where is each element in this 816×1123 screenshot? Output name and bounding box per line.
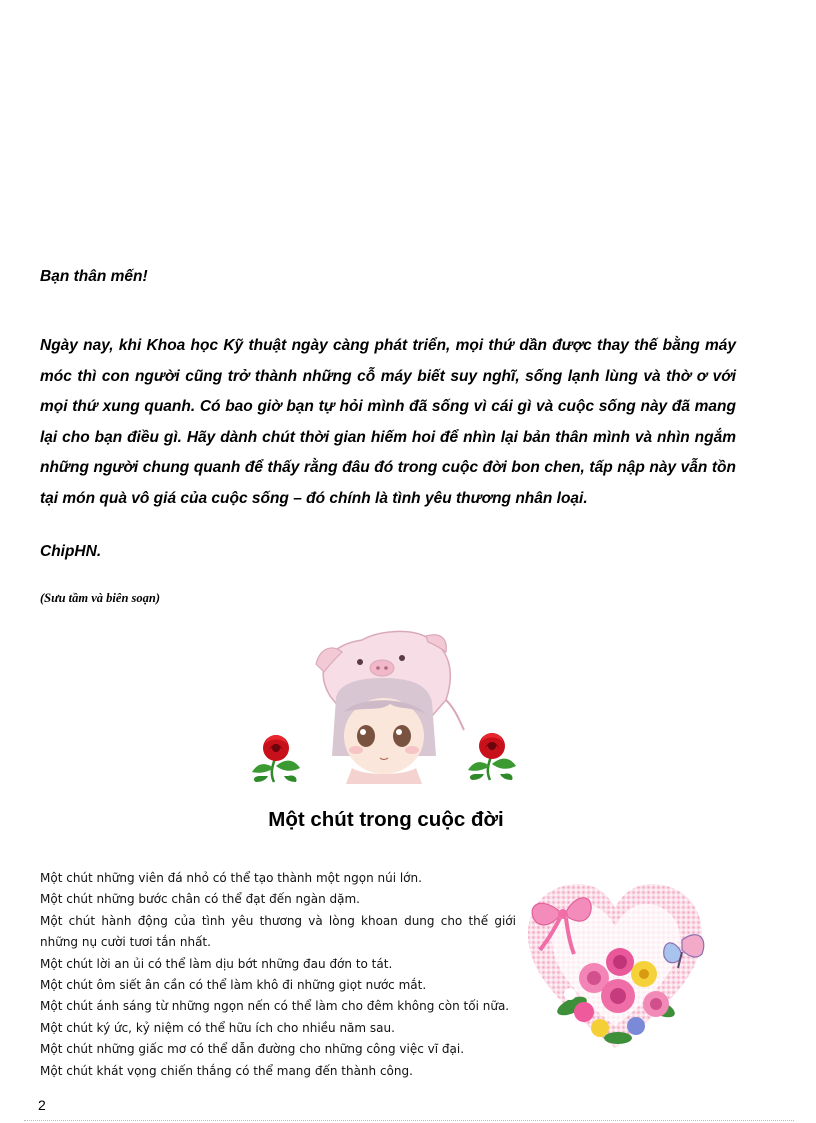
poem-line: Một chút hành động của tình yêu thương và lòng khoan dung cho thế giới những nụ cười tươi tắn nhất. xyxy=(40,913,516,950)
poem-title: Một chút trong cuộc đời xyxy=(268,808,504,831)
poem-line: Một chút khát vọng chiến thắng có thể mang đến thành công. xyxy=(40,1063,413,1078)
poem-line: Một chút lời an ủi có thể làm dịu bớt những đau đớn to tát. xyxy=(40,956,393,971)
poem-line: Một chút ánh sáng từ những ngọn nến có thể làm cho đêm không còn tối nữa. xyxy=(40,999,510,1014)
heart-flowers-butterfly-illustration xyxy=(522,876,708,1062)
letter-signature: ChipHN. xyxy=(40,543,102,560)
source-note: (Sưu tầm và biên soạn) xyxy=(40,591,161,605)
poem-line: Một chút những bước chân có thể đạt đến ngàn dặm. xyxy=(40,892,360,907)
poem-line: Một chút ôm siết ân cần có thể làm khô đi những giọt nước mắt. xyxy=(40,978,427,993)
poem-line: Một chút những viên đá nhỏ có thể tạo thành một ngọn núi lớn. xyxy=(40,871,422,885)
anime-girl-illustration xyxy=(316,631,464,784)
rose-icon xyxy=(468,733,516,780)
rose-icon xyxy=(252,735,300,782)
page-number: 2 xyxy=(38,1097,46,1113)
letter-body xyxy=(40,331,736,515)
letter-paragraph: Ngày nay, khi Khoa học Kỹ thuật ngày càng phát triển, mọi thứ dần được thay thế bằng máy móc thì con người cũng trở thành những cỗ máy biết suy nghĩ, sống lạnh lùng và thờ ơ với mọi thứ xung quanh. Có bao giờ bạn tự hỏi mình đã sống vì cái gì và cuộc sống này đã mang lại cho bạn điều gì. Hãy dành chút thời gian hiếm hoi để nhìn lại bản thân mình và nhìn ngắm những người chung quanh để thấy rằng đâu đó trong cuộc đời bon chen, tấp nập này vẫn tồn tại món quà vô giá của cuộc sống – đó chính là tình yêu thương nhân loại. xyxy=(40,337,736,507)
footer-divider xyxy=(24,1120,794,1121)
letter-greeting: Bạn thân mến! xyxy=(40,268,148,285)
poem-line: Một chút những giấc mơ có thể dẫn đường cho những công việc vĩ đại. xyxy=(40,1042,465,1057)
poem-body xyxy=(40,868,516,1082)
poem-line: Một chút ký ức, kỷ niệm có thể hữu ích cho nhiều năm sau. xyxy=(40,1020,395,1035)
girl-with-roses-illustration xyxy=(250,626,522,784)
